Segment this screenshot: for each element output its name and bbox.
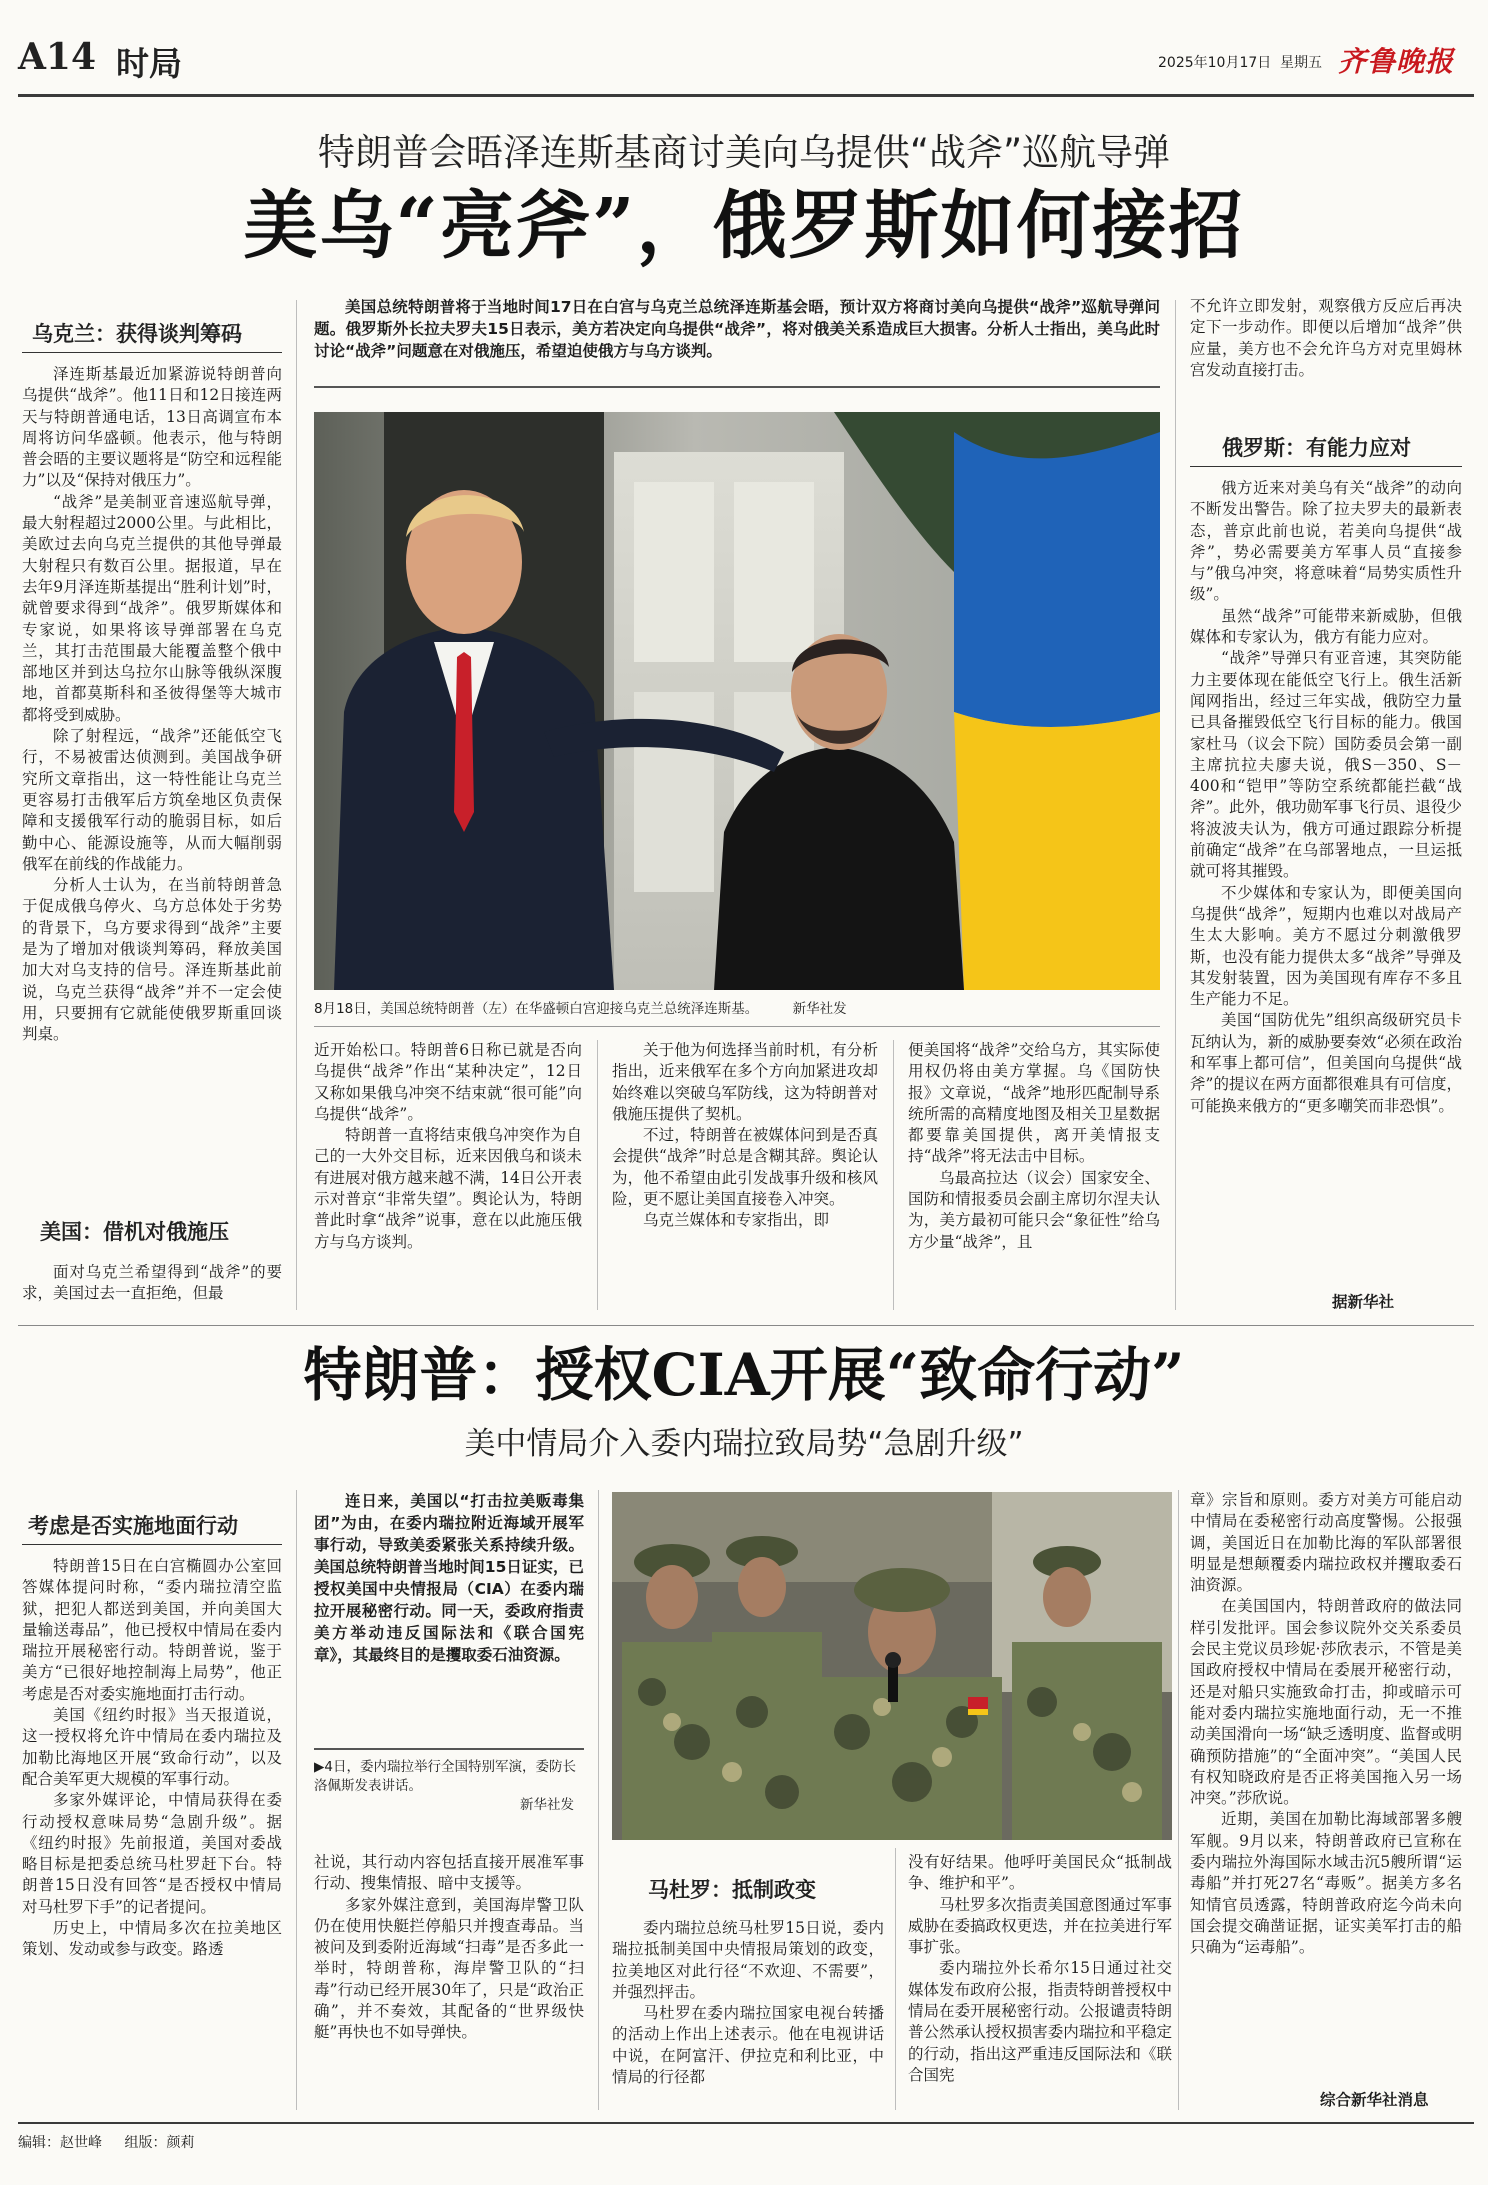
caption-rule [314, 1026, 1160, 1027]
mid-col-1 [314, 1040, 582, 1312]
us-text [22, 1262, 282, 1310]
story2-headline: 特朗普：授权CIA开展“致命行动” [303, 1341, 1185, 1409]
us-para: 面对乌克兰希望得到“战斧”的要求，美国过去一直拒绝，但最 [22, 1263, 282, 1303]
mid-para: 便美国将“战斧”交给乌方，其实际使用权仍将由美方掌握。乌《国防快报》文章说，“战斧”地形匹配制导系统所需的高精度地图及相关卫星数据都要靠美国提供，离开美情报支持“战斧”将无法击中目标。 [908, 1041, 1160, 1166]
ground-para: 美国《纽约时报》当天报道说，这一授权将允许中情局在委内瑞拉及加勒比海地区开展“致命行动”，以及配合美军更大规模的军事行动。 [22, 1706, 282, 1788]
col4-para: 马杜罗多次指责美国意图通过军事威胁在委搞政权更迭，并在拉美进行军事扩张。 [908, 1895, 1172, 1957]
column-divider [598, 1490, 599, 2110]
maduro-text [612, 1918, 884, 2108]
maduro-para: 委内瑞拉总统马杜罗15日说，委内瑞拉抵制美国中央情报局策划的政变，拉美地区对此行径“不欢迎、不需要”，并强烈抨击。 [612, 1919, 884, 2001]
column-divider [1175, 300, 1176, 1310]
lead-text: 美国总统特朗普将于当地时间17日在白宫与乌克兰总统泽连斯基会晤，预计双方将商讨美向乌提供“战斧”巡航导弹问题。俄罗斯外长拉夫罗夫15日表示，美方若决定向乌提供“战斧”，将对俄美关系造成巨大损害。分析人士指出，美乌此时讨论“战斧”问题意在对俄施压，希望迫使俄方与乌方谈判。 [314, 298, 1160, 360]
story2-col2-text [314, 1852, 584, 2106]
mid-para: 乌最高拉达（议会）国家安全、国防和情报委员会副主席切尔涅夫认为，美方最初可能只会“象征性”给乌方少量“战斧”，且 [908, 1168, 1160, 1251]
photo-trump-zelensky [314, 412, 1160, 990]
photo-illustration [314, 412, 1160, 990]
sub-ground: 考虑是否实施地面行动 [22, 1510, 282, 1545]
story2-subhead: 美中情局介入委内瑞拉致局势“急剧升级” [464, 1426, 1024, 1462]
mid-para: 关于他为何选择当前时机，有分析指出，近来俄军在多个方向加紧进攻却始终难以突破乌军防线，这为特朗普对俄施压提供了契机。 [612, 1041, 878, 1123]
caption-text: ▶4日，委内瑞拉举行全国特别军演，委防长洛佩斯发表讲话。 [314, 1759, 576, 1794]
section-name: 时局 [116, 44, 182, 83]
story-divider [18, 1325, 1474, 1326]
col2-para: 社说，其行动内容包括直接开展准军事行动、搜集情报、暗中支援等。 [314, 1853, 584, 1893]
ukraine-para: 除了射程远，“战斧”还能低空飞行，不易被雷达侦测到。美国战争研究所文章指出，这一特性能让乌克兰更容易打击俄军后方筑垒地区负责保障和支援俄军行动的脆弱目标，如后勤中心、能源设施等，从而大幅削弱俄军在前线的作战能力。 [22, 727, 282, 873]
lead-text: 连日来，美国以“打击拉美贩毒集团”为由，在委内瑞拉附近海域开展军事行动，导致美委紧张关系持续升级。美国总统特朗普当地时间15日证实，已授权美国中央情报局（CIA）在委内瑞拉开展秘密行动。同一天，委政府指责美方举动违反国际法和《联合国宪章》，其最终目的是攫取委石油资源。 [314, 1492, 584, 1664]
masthead-rule [18, 94, 1474, 97]
russia-para: 美国“国防优先”组织高级研究员卡瓦纳认为，新的威胁要奏效“必须在政治和军事上都可信”，但美国向乌提供“战斧”的提议在两方面都很难具有可信度，可能换来俄方的“更多嘲笑而非恐惧”。 [1190, 1011, 1462, 1115]
ground-text [22, 1556, 282, 2106]
caption-credit: 新华社发 [792, 1001, 847, 1017]
russia-para: 俄方近来对美乌有关“战斧”的动向不断发出警告。除了拉夫罗夫的最新表态，普京此前也说，若美向乌提供“战斧”，势必需要美方军事人员“直接参与”俄乌冲突，将意味着“局势实质性升级”。 [1190, 479, 1462, 604]
ground-para: 历史上，中情局多次在拉美地区策划、发动或参与政变。路透 [22, 1919, 282, 1959]
column-divider [893, 1040, 894, 1310]
ukraine-text [22, 364, 282, 1184]
photo-caption-1 [314, 1000, 1160, 1019]
column-divider [1178, 1490, 1179, 2110]
sub-ukraine: 乌克兰：获得谈判筹码 [22, 318, 282, 353]
right-para: 不允许立即发射，观察俄方反应后再决定下一步动作。即便以后增加“战斧”供应量，美方也不会允许乌方对克里姆林宫发动直接打击。 [1190, 297, 1462, 379]
col4-para: 没有好结果。他呼吁美国民众“抵制战争、维护和平”。 [908, 1853, 1172, 1893]
story1-credit: 据新华社 [1332, 1293, 1395, 1311]
photo-illustration [612, 1492, 1172, 1840]
ukraine-para: 泽连斯基最近加紧游说特朗普向乌提供“战斧”。他11日和12日接连两天与特朗普通电话，13日高调宣布本周将访问华盛顿。他表示，他与特朗普会晤的主要议题将是“防空和远程能力”以及“保持对俄压力”。 [22, 365, 282, 490]
mid-para: 乌克兰媒体和专家指出，即 [643, 1211, 830, 1230]
footer-rule [18, 2122, 1474, 2124]
col5-para: 近期，美国在加勒比海域部署多艘军舰。9月以来，特朗普政府已宣称在委内瑞拉外海国际水域击沉5艘所谓“运毒船”并打死27名“毒贩”。据美方多名知情官员透露，特朗普政府迄今尚未向国会提交确凿证据，证实美军打击的船只确为“运毒船”。 [1190, 1810, 1462, 1957]
footer-credits [18, 2132, 194, 2152]
caption-text: 8月18日，美国总统特朗普（左）在华盛顿白宫迎接乌克兰总统泽连斯基。 [314, 1001, 759, 1017]
ukraine-para: 分析人士认为，在当前特朗普急于促成俄乌停火、乌方总体处于劣势的背景下，乌方要求得到“战斧”主要是为了增加对俄谈判筹码，释放美国加大对乌支持的信号。泽连斯基此前说，乌克兰获得“战斧”并不一定会使用，只要拥有它就能使俄罗斯重回谈判桌。 [22, 876, 282, 1044]
ukraine-para: “战斧”是美制亚音速巡航导弹，最大射程超过2000公里。与此相比，美欧过去向乌克兰提供的其他导弹最大射程只有数百公里。据报道，早在去年9月泽连斯基提出“胜利计划”时，就曾要求得到“战斧”。俄罗斯媒体和专家说，如果将该导弹部署在乌克兰，其打击范围最大能覆盖整个俄中部地区并到达乌拉尔山脉等俄纵深腹地，首都莫斯科和圣彼得堡等大城市都将受到威胁。 [22, 492, 282, 724]
column-divider [597, 1040, 598, 1310]
story1-kicker: 特朗普会晤泽连斯基商讨美向乌提供“战斧”巡航导弹 [317, 131, 1171, 174]
story2-credit: 综合新华社消息 [1320, 2091, 1429, 2109]
story1-lead [314, 296, 1160, 368]
photo-venezuela-drill [612, 1492, 1172, 1840]
column-divider [895, 1848, 896, 2110]
issue-weekday: 星期五 [1280, 55, 1322, 71]
russia-text [1190, 478, 1462, 1286]
col2-para: 多家外媒注意到，美国海岸警卫队仍在使用快艇拦停船只并搜查毒品。当被问及到委附近海域“扫毒”是否多此一举时，特朗普称，海岸警卫队的“扫毒”行动已经开展30年了，只是“政治正确”，并不奏效，其配备的“世界级快艇”再快也不如导弹快。 [314, 1895, 584, 2042]
mid-col-3 [908, 1040, 1160, 1312]
story2-lead [314, 1490, 584, 1736]
story1-headline: 美乌“亮斧”，俄罗斯如何接招 [243, 183, 1245, 269]
sub-maduro: 马杜罗：抵制政变 [648, 1878, 816, 1902]
maduro-para: 马杜罗在委内瑞拉国家电视台转播的活动上作出上述表示。他在电视讲话中说，在阿富汗、伊拉克和利比亚，中情局的行径都 [612, 2004, 884, 2087]
col5-para: 章》宗旨和原则。委方对美方可能启动中情局在委秘密行动高度警惕。公报强调，美国近日在加勒比海的军队部署很明显是想颠覆委内瑞拉政权并攫取委石油资源。 [1190, 1491, 1462, 1595]
photo-caption-2 [314, 1758, 584, 1815]
column-divider [296, 300, 297, 1310]
sub-russia: 俄罗斯：有能力应对 [1190, 432, 1462, 467]
right-col-top [1190, 296, 1462, 406]
russia-para: 虽然“战斧”可能带来新威胁，但俄媒体和专家认为，俄方有能力应对。 [1190, 606, 1462, 647]
sub-us: 美国：借机对俄施压 [40, 1220, 229, 1244]
col4-para: 委内瑞拉外长希尔15日通过社交媒体发布政府公报，指责特朗普授权中情局在委开展秘密行动。公报谴责特朗普公然承认授权损害委内瑞拉和平稳定的行动，指出这严重违反国际法和《联合国宪 [908, 1959, 1172, 2084]
column-divider [296, 1490, 297, 2110]
lead-rule [314, 386, 1160, 388]
mid-para: 特朗普一直将结束俄乌冲突作为自己的一大外交目标，近来因俄乌和谈未有进展对俄方越来越不满，14日公开表示对普京“非常失望”。舆论认为，特朗普此时拿“战斧”说事，意在以此施压俄方与乌方谈判。 [314, 1126, 582, 1251]
russia-para: “战斧”导弹只有亚音速，其突防能力主要体现在能低空飞行上。俄生活新闻网指出，经过三年实战，俄防空力量已具备摧毁低空飞行目标的能力。俄国家杜马（议会下院）国防委员会第一副主席抗拉夫廖夫说，俄S－350、S－400和“铠甲”等防空系统都能拦截“战斧”。此外，俄功勋军事飞行员、退役少将波波夫认为，俄方可通过跟踪分析提前确定“战斧”在乌部署地点，一旦运抵就可将其摧毁。 [1190, 649, 1462, 881]
story2-col5-text [1190, 1490, 1462, 2086]
issue-date: 2025年10月17日 [1158, 55, 1272, 71]
russia-para: 不少媒体和专家认为，即便美国向乌提供“战斧”，短期内也难以对战局产生太大影响。美方不愿过分刺激俄罗斯，也没有能力提供太多“战斧”导弹及其发射装置，因为美国现有库存不多且生产能力不足。 [1190, 883, 1462, 1009]
story2-col4-text [908, 1852, 1172, 2108]
caption-credit: 新华社发 [520, 1797, 574, 1813]
ground-para: 特朗普15日在白宫椭圆办公室回答媒体提问时称，“委内瑞拉清空监狱，把犯人都送到美国，并向美国大量输送毒品”，他已授权中情局在委内瑞拉开展秘密行动。特朗普说，鉴于美方“已很好地控制海上局势”，他正考虑是否对委实施地面打击行动。 [22, 1557, 282, 1703]
layout-credit: 组版：颜莉 [124, 2135, 195, 2151]
mid-col-2 [612, 1040, 878, 1312]
editor-credit: 编辑：赵世峰 [18, 2135, 102, 2151]
ground-para: 多家外媒评论，中情局获得在委行动授权意味局势“急剧升级”。据《纽约时报》先前报道，美国对委战略目标是把委总统马杜罗赶下台。特朗普15日没有回答“是否授权中情局对马杜罗下手”的记者提问。 [22, 1791, 282, 1916]
masthead [18, 36, 1474, 94]
page-label: A14 [18, 36, 97, 78]
mid-para: 不过，特朗普在被媒体问到是否真会提供“战斧”时总是含糊其辞。舆论认为，他不希望由此引发战事升级和核风险，更不愿让美国直接卷入冲突。 [612, 1126, 878, 1209]
col5-para: 在美国国内，特朗普政府的做法同样引发批评。国会参议院外交关系委员会民主党议员珍妮·莎欣表示，不管是美国政府授权中情局在委展开秘密行动，还是对船只实施致命打击，抑或暗示可能对委内瑞拉实施地面行动，无一不推动美国滑向一场“缺乏透明度、监督或明确预防措施”的“全面冲突”。“美国人民有权知晓政府是否正将美国拖入另一场冲突。”莎欣说。 [1190, 1597, 1462, 1808]
newspaper-logo: 齐鲁晚报 [1338, 45, 1455, 78]
lead-rule [314, 1748, 584, 1750]
mid-para: 近开始松口。特朗普6日称已就是否向乌提供“战斧”作出“某种决定”，12日又称如果俄乌冲突不结束就“很可能”向乌提供“战斧”。 [314, 1041, 582, 1123]
